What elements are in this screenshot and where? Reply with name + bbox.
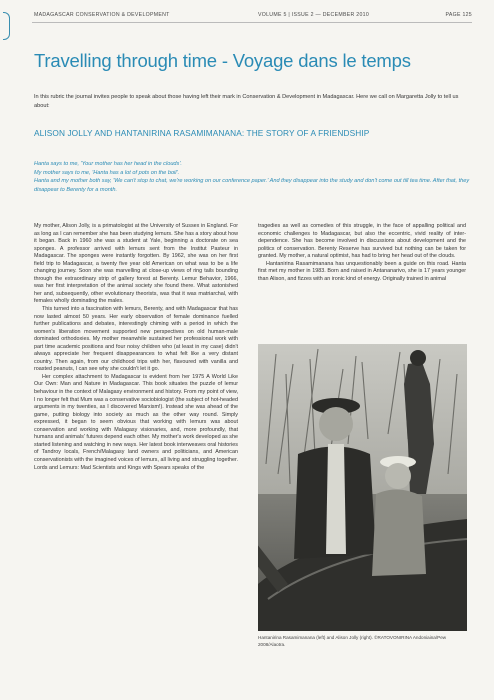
opening-quote <box>34 160 474 194</box>
photo-image <box>258 344 467 631</box>
body-paragraph: tragedies as well as comedies of this struggle, in the face of appalling political and economic challenges to Madagascar, but also the eccentric, vivid reality of inter-dependence. She has become involved in discussions about development and the politics of conservation. Berenty Reserve has survived but nothing can be taken for granted. My mother, a natural optimist, has had to bring her head out of the clouds. <box>258 223 466 260</box>
body-paragraph: This turned into a fascination with lemurs, Berenty, and with Madagascar that has now lasted almost 50 years. Her early observation of female dominance fuelled further publications and debates, interestingly chiming with a period in which the women's liberation movement supported new perspectives on old human-male dominated orthodoxies. My mother meanwhile sustained her professional work with part time academic positions and four noisy children who (at least in my case) didn't always appreciate her frequent disappearances to what felt like a very distant country. Then again, from our childhood trips with her, flavoured with vanilla and roasted peanuts, I can see why she couldn't let it go. <box>34 306 238 373</box>
article-subtitle: ALISON JOLLY AND HANTANIRINA RASAMIMANANA: THE STORY OF A FRIENDSHIP <box>34 128 370 138</box>
quote-line: Hanta and my mother both say, 'We can't stop to chat, we're working on our conference paper.' And they disappear into the study and don't come out till tea time. After that, they disappear to Berenty for a month. <box>34 178 470 193</box>
article-title: Travelling through time - Voyage dans le temps <box>34 50 411 71</box>
article-intro: In this rubric the journal invites people to speak about those having left their mark in Conservation & Development in Madagascar. Here we call on Margaretta Jolly to tell us about: <box>34 94 459 109</box>
page-bracket-mark <box>3 12 10 40</box>
photo-two-women-in-canoe <box>258 344 467 631</box>
quote-line: My mother says to me, 'Hanta has a lot of pots on the boil'. <box>34 169 180 176</box>
left-column <box>34 223 238 472</box>
photo-caption: Hantanirina Rasamimanana (left) and Alison Jolly (right). ©RATOVONIRINA Andoniaina/Pew 2008/Alaotra. <box>258 635 447 647</box>
running-header-page: PAGE 125 <box>445 12 472 18</box>
body-paragraph: Her complex attachment to Madagascar is evident from her 1975 A World Like Our Own: Man and Nature in Madagascar. This book situates the puzzle of lemur behaviour in the context of Malagasy environment and history. From my point of view, I no longer felt that Mum was a conservative sociobiologist (the subject of hot-headed arguments in my twenties, as I discovered Marxism!). Instead she was ahead of the game, putting biology into society as much as the other way round. Simply expressed, it began to seem obvious that working with lemurs was about conservation and working with Malagasy visionaries, and, more profoundly, that humans and animals' futures depend each other. My mother's work developed as she started listening and watching in new ways. Her latest book interweaves oral histories of Tandroy locals, French/Malagasy land owners and politicians, and American conservationists with the imagined voices of lemurs, all living and struggling together. Lords and Lemurs: Mad Scientists and Kings with Spears speaks of the <box>34 373 238 471</box>
running-header-issue: VOLUME 5 | ISSUE 2 — DECEMBER 2010 <box>258 12 370 18</box>
right-column <box>258 223 466 283</box>
quote-line: Hanta says to me, 'Your mother has her head in the clouds'. <box>34 161 182 167</box>
body-paragraph: My mother, Alison Jolly, is a primatologist at the University of Sussex in England. For as long as I can remember she has been studying lemurs. She has a story about how it began. Back in 1960 she was a student at Yale, beginning a doctorate on sea sponges. A professor arrived with lemurs sent from the Institut Pasteur in Madagascar. The sponges were instantly forgotten. By 1962, she was on her first field trip to Madagascar, a twenty five year old American on what was to be a life changing journey. Soon she was marvelling at close-up views of ring tails bounding through the extraordinary strip of gallery forest at Berenty. Lemur Behavior, 1966, was her first interpretation of the animal society she found there. What astonished her and, subsequently, other evolutionary theorists, was that it was matriarchal, with females wholly dominating the males. <box>34 223 238 305</box>
body-paragraph: Hantanirina Rasamimanana has unquestionably been a guide on this road. Hanta first met my mother in 1983. Born and raised in Antananarivo, she is 17 years younger than Alison, and fizzes with an ironic kind of energy. Originally trained in animal <box>258 260 466 282</box>
header-rule <box>32 22 472 23</box>
running-header-journal: MADAGASCAR CONSERVATION & DEVELOPMENT <box>34 12 170 18</box>
